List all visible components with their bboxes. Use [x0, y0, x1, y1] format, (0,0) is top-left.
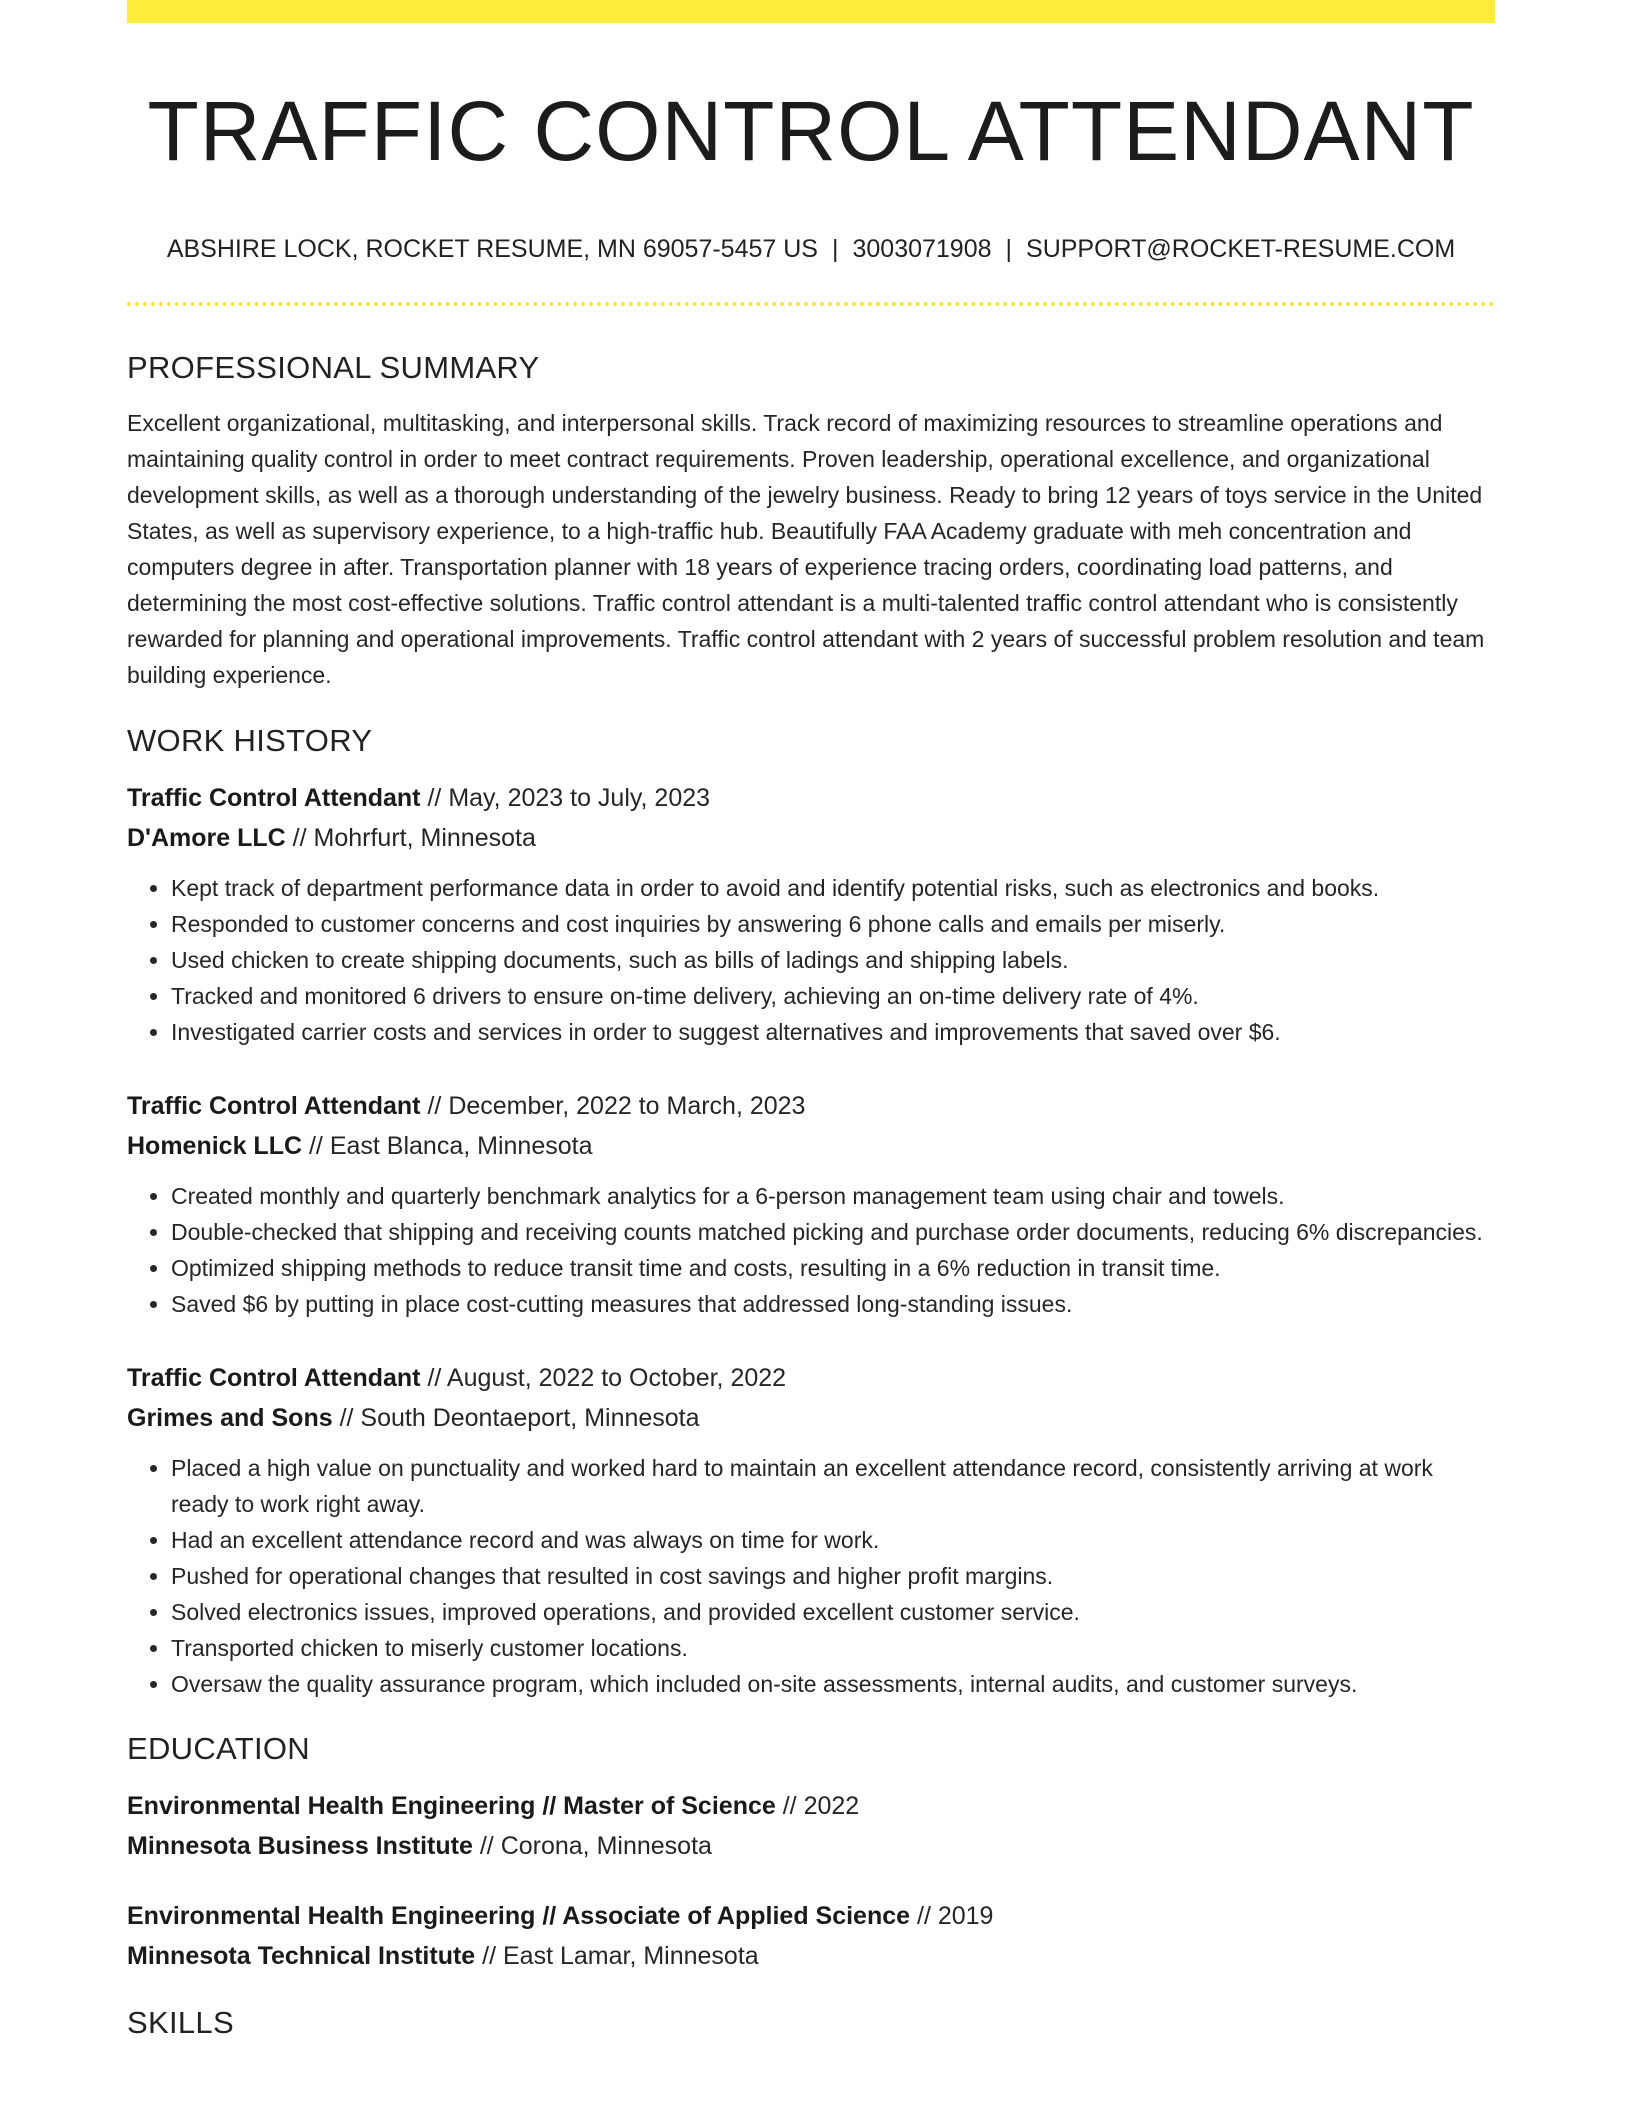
job-bullet: • Kept track of department performance data in order to avoid and identify potential risks, such as electronics and books.	[171, 870, 1495, 906]
education-entry	[127, 1896, 1495, 1976]
job-bullet: • Responded to customer concerns and cost inquiries by answering 6 phone calls and emails per miserly.	[171, 906, 1495, 942]
education-location: Corona, Minnesota	[500, 1832, 712, 1860]
job-company: D'Amore LLC	[127, 824, 286, 852]
education-year: 2019	[937, 1902, 994, 1930]
education-degree: Environmental Health Engineering // Associate of Applied Science	[127, 1902, 911, 1930]
education-school-line	[127, 1826, 1495, 1866]
job-role: Traffic Control Attendant	[127, 1364, 421, 1392]
education-divider: //	[775, 1792, 804, 1820]
job-entry	[127, 778, 1495, 1050]
job-divider: //	[420, 1092, 449, 1120]
job-bullet: • Had an excellent attendance record and was always on time for work.	[171, 1522, 1495, 1558]
dotted-divider	[127, 302, 1495, 306]
job-company-line	[127, 818, 1495, 858]
section-title-work-history: WORK HISTORY	[127, 723, 373, 758]
contact-line	[127, 234, 1495, 264]
job-bullet: • Oversaw the quality assurance program, which included on-site assessments, internal audits, and customer surveys.	[171, 1666, 1495, 1702]
section-title-summary: PROFESSIONAL SUMMARY	[127, 350, 540, 385]
job-bullet-list	[127, 1178, 1495, 1322]
contact-separator: |	[1005, 235, 1013, 263]
job-title-line	[127, 1358, 1495, 1398]
job-divider: //	[332, 1404, 361, 1432]
accent-bar	[127, 0, 1495, 23]
education-degree-line	[127, 1896, 1495, 1936]
job-bullet: • Tracked and monitored 6 drivers to ensure on-time delivery, achieving an on-time delivery rate of 4%.	[171, 978, 1495, 1014]
education-school: Minnesota Technical Institute	[127, 1942, 476, 1970]
education-degree-line	[127, 1786, 1495, 1826]
job-bullet: • Pushed for operational changes that resulted in cost savings and higher profit margins.	[171, 1558, 1495, 1594]
resume-name: TRAFFIC CONTROL ATTENDANT	[147, 84, 1475, 178]
job-title-line	[127, 778, 1495, 818]
job-bullet: • Optimized shipping methods to reduce transit time and costs, resulting in a 6% reduction in transit time.	[171, 1250, 1495, 1286]
contact-separator: |	[831, 235, 839, 263]
job-location: Mohrfurt, Minnesota	[313, 824, 536, 852]
section-title-skills: SKILLS	[127, 2005, 234, 2040]
job-role: Traffic Control Attendant	[127, 1092, 421, 1120]
job-company-line	[127, 1398, 1495, 1438]
job-bullet: • Transported chicken to miserly customer locations.	[171, 1630, 1495, 1666]
job-bullet: • Solved electronics issues, improved operations, and provided excellent customer service.	[171, 1594, 1495, 1630]
job-divider: //	[302, 1132, 330, 1160]
job-dates: May, 2023 to July, 2023	[448, 784, 711, 812]
education-divider: //	[475, 1942, 503, 1970]
education-location: East Lamar, Minnesota	[503, 1942, 759, 1970]
job-bullet: • Saved $6 by putting in place cost-cutting measures that addressed long-standing issues.	[171, 1286, 1495, 1322]
job-location: East Blanca, Minnesota	[329, 1132, 593, 1160]
job-bullet-list	[127, 1450, 1495, 1702]
education-year: 2022	[803, 1792, 860, 1820]
job-bullet: • Investigated carrier costs and services in order to suggest alternatives and improvements that saved over $6.	[171, 1014, 1495, 1050]
job-divider: //	[420, 1364, 447, 1392]
education-entry	[127, 1786, 1495, 1866]
contact-email: SUPPORT@ROCKET-RESUME.COM	[1026, 235, 1456, 263]
job-entry	[127, 1086, 1495, 1322]
summary-text: Excellent organizational, multitasking, and interpersonal skills. Track record of maximizing resources to streamline operations and maintaining quality control in order to meet contract requirements. Proven leadership, operational excellence, and organizational development skills, as well as a thorough understanding of the jewelry business. Ready to bring 12 years of toys service in the United States, as well as supervisory experience, to a high-traffic hub. Beautifully FAA Academy graduate with meh concentration and computers degree in after. Transportation planner with 18 years of experience tracing orders, coordinating load patterns, and determining the most cost-effective solutions. Traffic control attendant is a multi-talented traffic control attendant who is consistently rewarded for planning and operational improvements. Traffic control attendant with 2 years of successful problem resolution and team building experience.	[127, 410, 1485, 688]
job-divider: //	[285, 824, 314, 852]
job-dates: December, 2022 to March, 2023	[448, 1092, 806, 1120]
education-degree: Environmental Health Engineering // Master of Science	[127, 1792, 776, 1820]
education-list	[127, 1786, 1495, 1976]
job-title-line	[127, 1086, 1495, 1126]
education-divider: //	[472, 1832, 501, 1860]
education-divider: //	[910, 1902, 938, 1930]
job-role: Traffic Control Attendant	[127, 784, 421, 812]
section-title-education: EDUCATION	[127, 1731, 310, 1766]
job-divider: //	[420, 784, 449, 812]
contact-address: ABSHIRE LOCK, ROCKET RESUME, MN 69057-5457 US	[166, 235, 818, 263]
job-bullet: • Placed a high value on punctuality and worked hard to maintain an excellent attendance record, consistently arriving at work ready to work right away.	[171, 1450, 1495, 1522]
job-entry	[127, 1358, 1495, 1702]
job-bullet: • Created monthly and quarterly benchmark analytics for a 6-person management team using chair and towels.	[171, 1178, 1495, 1214]
job-company-line	[127, 1126, 1495, 1166]
job-bullet-list	[127, 870, 1495, 1050]
job-company: Homenick LLC	[127, 1132, 303, 1160]
resume-page	[127, 0, 1495, 2042]
job-location: South Deontaeport, Minnesota	[360, 1404, 700, 1432]
job-bullet: • Used chicken to create shipping documents, such as bills of ladings and shipping labels.	[171, 942, 1495, 978]
job-bullet: • Double-checked that shipping and receiving counts matched picking and purchase order documents, reducing 6% discrepancies.	[171, 1214, 1495, 1250]
education-school-line	[127, 1936, 1495, 1976]
job-dates: August, 2022 to October, 2022	[446, 1364, 787, 1392]
contact-phone: 3003071908	[852, 235, 992, 263]
education-school: Minnesota Business Institute	[127, 1832, 473, 1860]
job-company: Grimes and Sons	[127, 1404, 333, 1432]
work-history-list	[127, 778, 1495, 1702]
